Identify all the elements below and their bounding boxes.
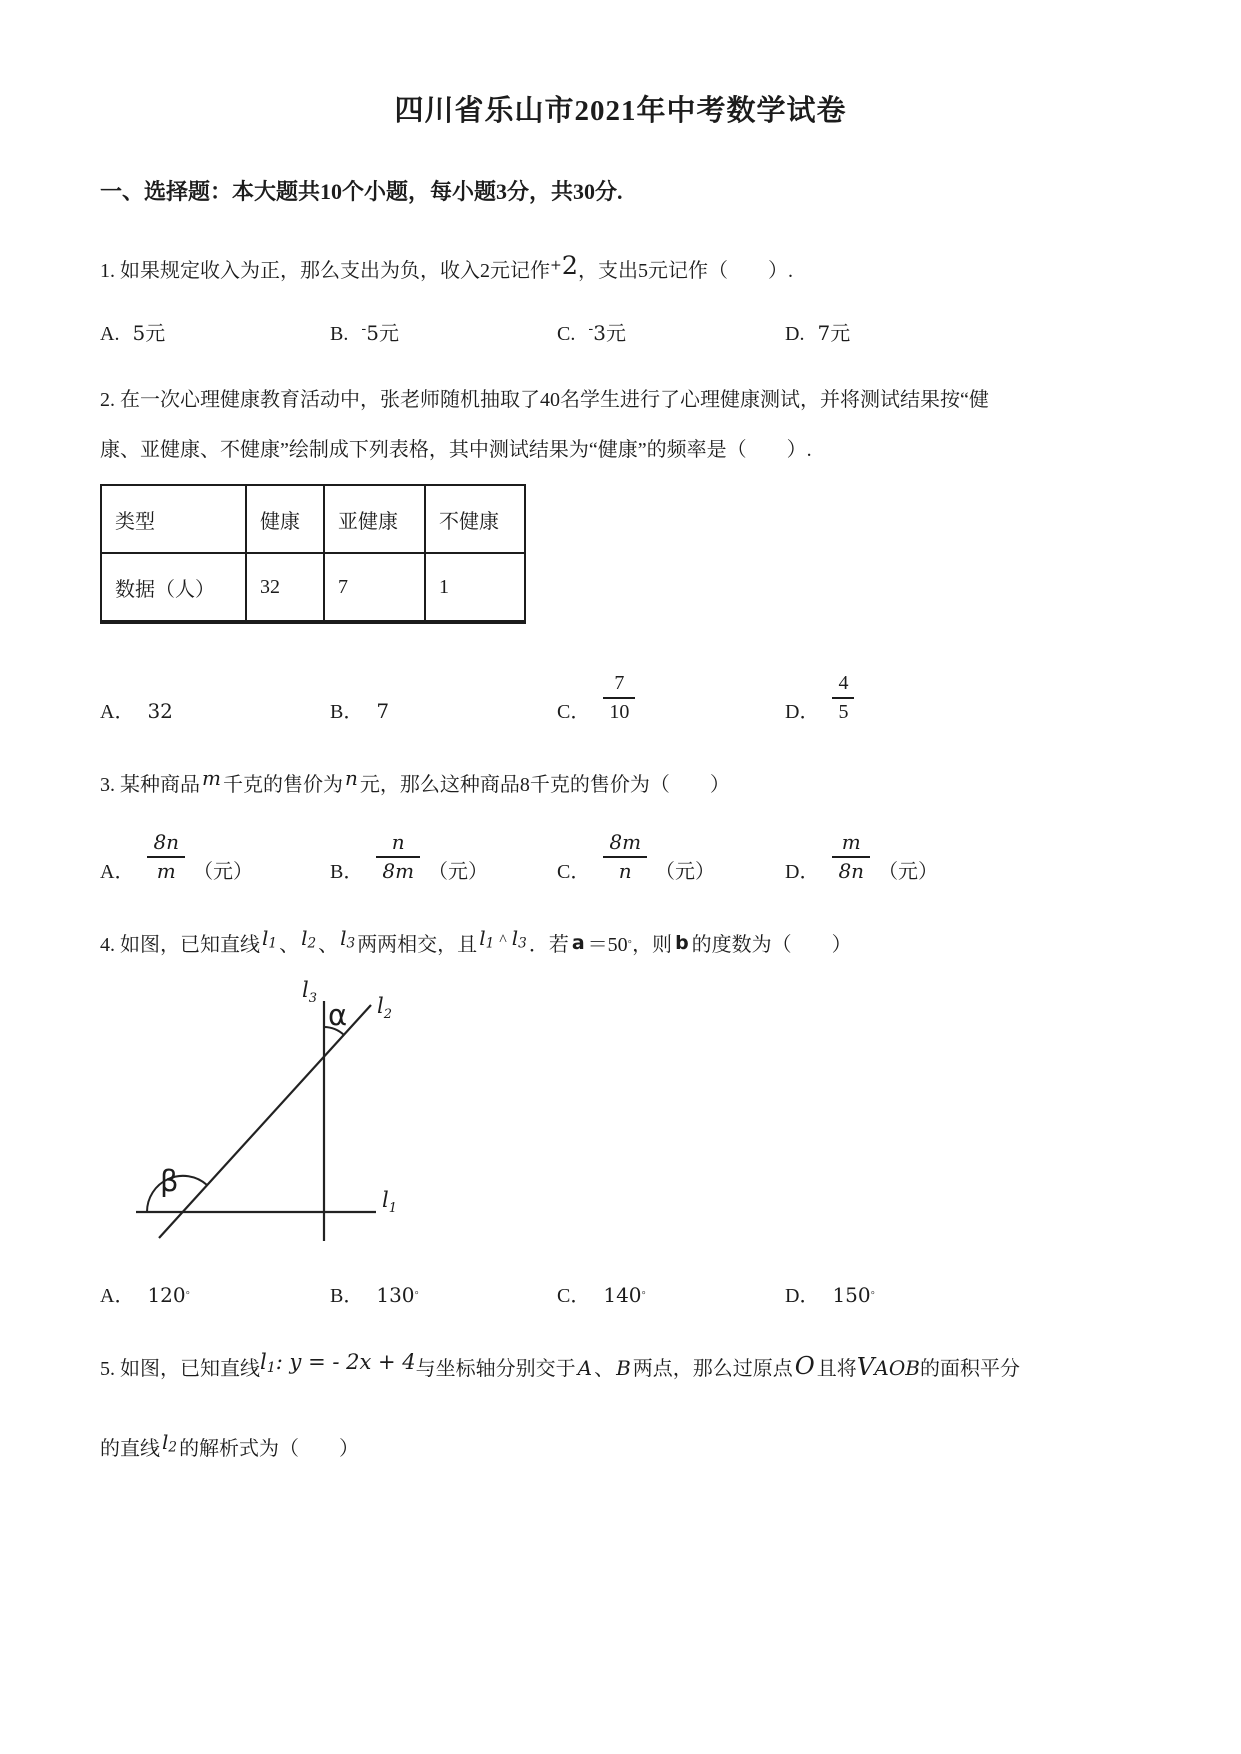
option-value: 150: [832, 1282, 871, 1307]
q5-stem-mid2: 两点，那么过原点: [632, 1358, 793, 1381]
q1-stem-before: 1. 如果规定收入为正，那么支出为负，收入2元记作: [100, 260, 550, 283]
table-data-row: [101, 553, 525, 622]
option-value: 7: [376, 698, 390, 723]
q3-stem-before: 3. 某种商品: [100, 774, 200, 797]
fraction-numerator: 7: [603, 672, 635, 699]
q4-option-b: [330, 1279, 557, 1308]
q3-stem-after: 元，那么这种商品8千克的售价为（ ）: [359, 774, 730, 797]
triangle-vertices: AOB: [874, 1356, 920, 1381]
q4-options: [100, 1279, 1141, 1308]
q4-option-d: [785, 1279, 1141, 1308]
q5-stem-line1-end: 的面积平分: [919, 1358, 1020, 1381]
option-value: 5: [132, 321, 146, 346]
q3-stem-mid: 千克的售价为: [222, 774, 343, 797]
option-label: B．: [330, 700, 364, 723]
line-var-l1: $l_1$: [262, 925, 278, 952]
q1-stem-after: ，支出5元记作（ ）.: [578, 260, 794, 283]
q1-formula-sign: +: [550, 257, 562, 274]
q2-option-d: [785, 672, 1141, 724]
option-label: D.: [785, 323, 805, 346]
option-label: B.: [330, 323, 349, 346]
table-header-healthy: 健康: [246, 485, 324, 553]
option-label: B．: [330, 1284, 364, 1307]
degree-symbol: ◦: [641, 1285, 646, 1300]
option-fraction: [603, 831, 647, 883]
q5-stem-mid3: 且将: [816, 1358, 857, 1381]
l1-label: $l_1$: [382, 1187, 397, 1216]
table-value-unhealthy: 1: [425, 553, 525, 622]
q1-formula-value: 2: [561, 251, 579, 281]
q5-stem-line2-before: 的直线: [100, 1438, 160, 1461]
q5-stem-line2: [100, 1426, 1141, 1465]
option-label: D．: [785, 700, 820, 723]
q4-stem-end: 的度数为（ ）: [691, 933, 852, 956]
option-unit: （元）: [193, 860, 254, 883]
fraction-numerator: 8n: [147, 831, 185, 858]
perp-left: $l_1$: [479, 925, 495, 952]
q2-option-a: [100, 695, 330, 724]
fraction-denominator: 8m: [382, 858, 415, 883]
q5-stem-before: 5. 如图，已知直线: [100, 1358, 260, 1381]
q1-option-b: [330, 317, 557, 346]
question-2: [100, 384, 1141, 724]
q4-stem-mid3: ，则: [632, 933, 673, 956]
option-value: 5: [366, 321, 379, 346]
option-unit: 元: [830, 323, 851, 346]
option-label: C．: [557, 1284, 591, 1307]
q1-option-c: [557, 317, 785, 346]
q5-stem-mid1: 与坐标轴分别交于: [415, 1358, 576, 1381]
question-1: [100, 246, 1141, 346]
table-value-healthy: 32: [246, 553, 324, 622]
option-unit: 元: [605, 323, 626, 346]
q5-stem-line1: [100, 1346, 1141, 1386]
option-label: B．: [330, 860, 364, 883]
option-label: C．: [557, 700, 591, 723]
l2-label: $l_2$: [377, 993, 392, 1022]
option-fraction: [603, 672, 635, 724]
perpendicular-caret: ^: [499, 932, 507, 950]
question-4: [100, 922, 1141, 1308]
option-sign: -: [588, 320, 594, 337]
option-value: 32: [147, 698, 173, 723]
q3-options: [100, 831, 1141, 884]
option-label: A．: [100, 860, 135, 883]
point-o: O: [794, 1350, 815, 1380]
degree-symbol: ◦: [414, 1285, 419, 1300]
beta-variable: b: [675, 931, 689, 954]
line-var-l2: $l_2$: [162, 1430, 178, 1456]
fraction-numerator: 8m: [603, 831, 647, 858]
question-5: [100, 1346, 1141, 1465]
fraction-denominator: n: [618, 858, 632, 883]
option-unit: （元）: [655, 860, 716, 883]
question-3: [100, 762, 1141, 884]
separator: 、: [279, 933, 300, 956]
degree-symbol: ◦: [627, 934, 633, 949]
table-row-label: 数据（人）: [101, 553, 246, 622]
option-value: 120: [147, 1282, 186, 1307]
triangle-symbol: V: [856, 1352, 875, 1382]
fraction-numerator: n: [376, 831, 420, 858]
point-b: B: [616, 1356, 631, 1381]
q4-option-c: [557, 1279, 785, 1308]
q2-data-table: [100, 484, 526, 624]
option-label: A．: [100, 1284, 135, 1307]
q3-option-b: [330, 831, 557, 884]
q2-stem-line2: 康、亚健康、不健康”绘制成下列表格，其中测试结果为“健康”的频率是（ ）.: [100, 439, 812, 462]
q1-options: [100, 317, 1141, 346]
option-value: 7: [817, 321, 831, 346]
q5-line-formula: $l_1$: y = - 2x + 4: [260, 1350, 416, 1377]
q1-option-d: [785, 317, 1141, 346]
q3-var-m: m: [202, 766, 221, 791]
option-label: A.: [100, 323, 120, 346]
option-unit: （元）: [428, 860, 489, 883]
table-header-unhealthy: 不健康: [425, 485, 525, 553]
q4-stem-mid: 两两相交，且: [357, 933, 478, 956]
option-fraction: [147, 831, 185, 883]
line-l2: [159, 1005, 371, 1238]
option-unit: （元）: [878, 860, 939, 883]
q4-stem-before: 4. 如图，已知直线: [100, 933, 260, 956]
table-header-row: [101, 485, 525, 553]
option-fraction: [832, 831, 870, 883]
q2-option-b: [330, 695, 557, 724]
q3-option-d: [785, 831, 1141, 884]
q4-geometry-diagram: [124, 979, 1141, 1251]
beta-label: β: [160, 1163, 179, 1198]
q3-stem: [100, 762, 1141, 801]
l3-label: $l_3$: [302, 978, 317, 1006]
option-value: 130: [376, 1282, 415, 1307]
q3-option-c: [557, 831, 785, 884]
q3-var-n: n: [344, 766, 358, 791]
q2-option-c: [557, 672, 785, 724]
q4-stem-mid2: ．若: [528, 933, 569, 956]
q1-option-a: [100, 317, 330, 346]
table-header-type: 类型: [101, 485, 246, 553]
table-header-subhealthy: 亚健康: [324, 485, 425, 553]
option-sign: -: [361, 320, 367, 337]
option-label: C．: [557, 860, 591, 883]
fraction-denominator: 5: [838, 700, 849, 723]
q5-stem-line2-after: 的解析式为（ ）: [179, 1438, 360, 1461]
option-label: D．: [785, 1284, 820, 1307]
fraction-denominator: 8n: [838, 858, 865, 883]
option-unit: 元: [378, 323, 399, 346]
degree-symbol: ◦: [185, 1285, 191, 1300]
option-value: 140: [603, 1282, 642, 1307]
option-unit: 元: [145, 323, 166, 346]
separator: 、: [318, 933, 339, 956]
table-value-subhealthy: 7: [324, 553, 425, 622]
separator: 、: [594, 1358, 615, 1381]
section-heading: 一、选择题：本大题共10个小题，每小题3分，共30分.: [100, 179, 623, 204]
fraction-denominator: m: [156, 858, 176, 883]
option-fraction: [376, 831, 420, 883]
line-var-l3: $l_3$: [340, 925, 356, 952]
q4-option-a: [100, 1279, 330, 1308]
alpha-label: α: [328, 997, 348, 1032]
line-var-l2: $l_2$: [301, 925, 317, 952]
fraction-numerator: m: [832, 831, 870, 858]
q2-stem-line1: 2. 在一次心理健康教育活动中，张老师随机抽取了40名学生进行了心理健康测试，并将测试结果按“健: [100, 389, 989, 412]
option-label: A．: [100, 700, 135, 723]
q4-eq: ＝50: [587, 933, 628, 956]
option-label: C.: [557, 323, 576, 346]
q2-options: [100, 672, 1141, 724]
alpha-variable: a: [571, 931, 585, 954]
page-title: 四川省乐山市2021年中考数学试卷: [394, 95, 847, 127]
q4-stem: [100, 922, 1141, 961]
option-fraction: [832, 672, 854, 724]
q3-option-a: [100, 831, 330, 884]
perp-right: $l_3$: [511, 925, 527, 952]
option-value: 3: [593, 321, 606, 346]
fraction-numerator: 4: [832, 672, 854, 699]
fraction-denominator: 10: [609, 700, 630, 723]
point-a: A: [577, 1356, 593, 1381]
option-label: D．: [785, 860, 820, 883]
q1-stem: [100, 246, 1141, 287]
degree-symbol: ◦: [870, 1285, 876, 1300]
